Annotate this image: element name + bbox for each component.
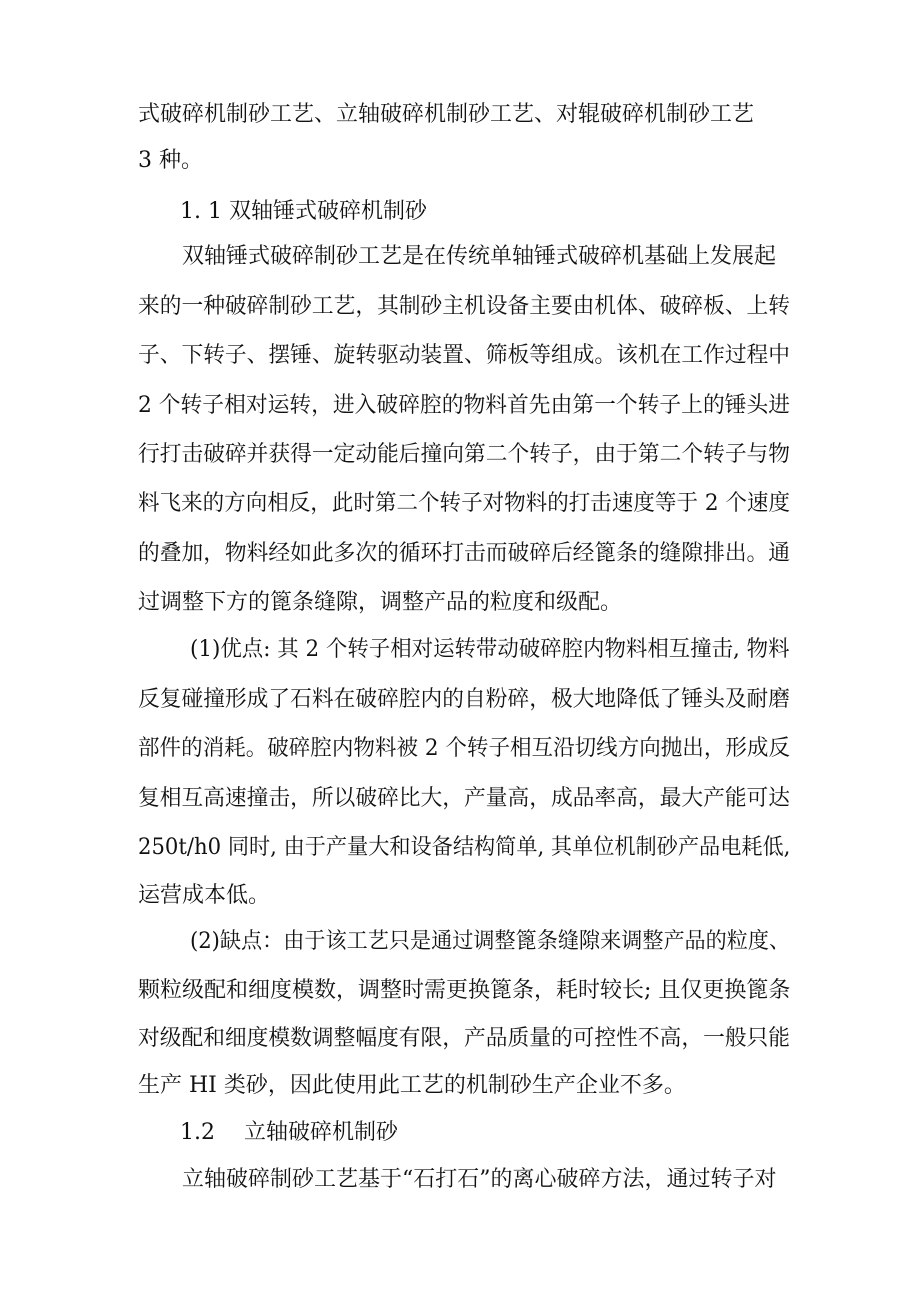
paragraph-line: 的叠加，物料经如此多次的循环打击而破碎后经篦条的缝隙排出。通 [138,541,791,566]
disadvantages-line: (2)缺点：由于该工艺只是通过调整篦条缝隙来调整产品的粒度、 [190,929,791,954]
paragraph-line: 部件的消耗。破碎腔内物料被 2 个转子相互沿切线方向抛出，形成反 [138,736,791,761]
paragraph-line: 行打击破碎并获得一定动能后撞向第二个转子，由于第二个转子与物 [138,442,791,467]
paragraph-line: 复相互高速撞击，所以破碎比大，产量高，成品率高，最大产能可达 [138,786,791,811]
paragraph-line: 反复碰撞形成了石料在破碎腔内的自粉碎，极大地降低了锤头及耐磨 [138,687,791,712]
paragraph-line: 料飞来的方向相反，此时第二个转子对物料的打击速度等于 2 个速度 [138,491,791,516]
paragraph-line: 子、下转子、摆锤、旋转驱动装置、筛板等组成。该机在工作过程中 [138,343,791,368]
paragraph-line: 对级配和细度模数调整幅度有限，产品质量的可控性不高，一般只能 [138,1026,791,1051]
text-line: 式破碎机制砂工艺、立轴破碎机制砂工艺、对辊破碎机制砂工艺 [138,102,755,127]
paragraph-line: 立轴破碎制砂工艺基于“石打石”的离心破碎方法，通过转子对 [182,1167,777,1192]
paragraph-line: 运营成本低。 [138,883,271,908]
section-heading-1-2: 1.2 立轴破碎机制砂 [180,1120,398,1145]
paragraph-line: 颗粒级配和细度模数，调整时需更换篦条，耗时较长; 且仅更换篦条 [138,978,791,1003]
section-heading-1-1: 1. 1 双轴锤式破碎机制砂 [180,199,427,224]
paragraph-line: 250t/h0 同时, 由于产量大和设备结构简单, 其单位机制砂产品电耗低, [138,835,791,860]
text-line: 3 种。 [138,148,203,173]
advantages-line: (1)优点: 其 2 个转子相对运转带动破碎腔内物料相互撞击, 物料 [190,637,790,662]
paragraph-line: 过调整下方的篦条缝隙，调整产品的粒度和级配。 [138,590,623,615]
paragraph-line: 来的一种破碎制砂工艺，其制砂主机设备主要由机体、破碎板、上转 [138,294,791,319]
paragraph-line: 双轴锤式破碎制砂工艺是在传统单轴锤式破碎机基础上发展起 [182,244,777,269]
paragraph-line: 2 个转子相对运转，进入破碎腔的物料首先由第一个转子上的锤头进 [138,393,791,418]
paragraph-line: 生产 HI 类砂，因此使用此工艺的机制砂生产企业不多。 [138,1073,686,1098]
